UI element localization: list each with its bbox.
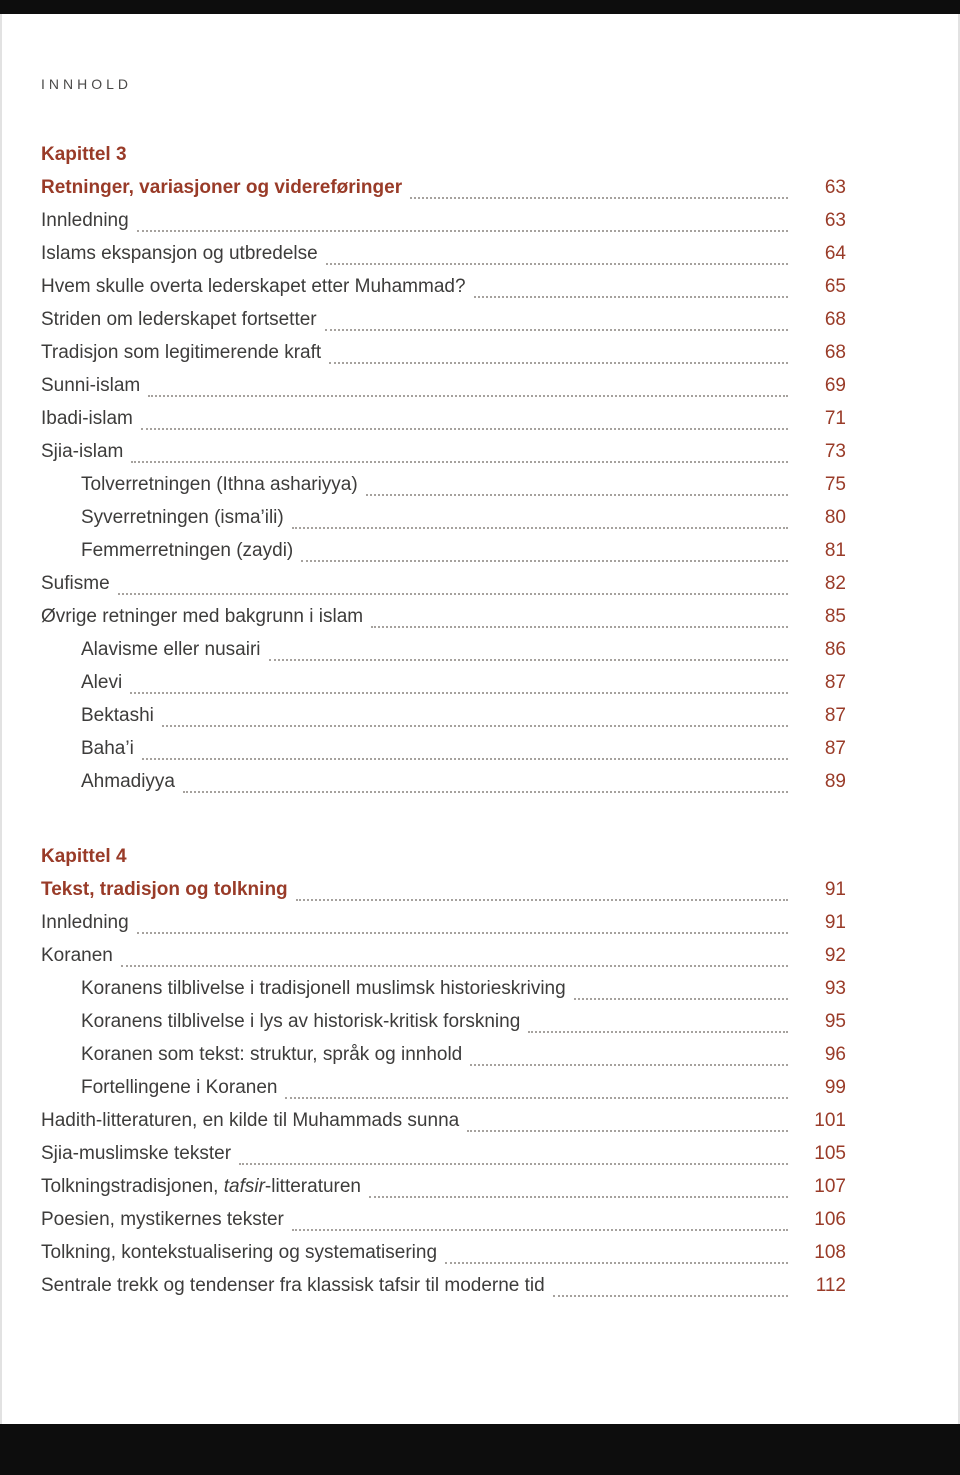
toc-entry-label: Islams ekspansjon og utbredelse [41,243,318,264]
dot-leader [366,494,788,496]
toc-entry [41,972,846,1005]
dot-leader [325,329,788,331]
page-number: 108 [814,1242,846,1263]
toc-entry-label: Syverretningen (isma’ili) [81,507,284,528]
toc-entry-label: Sentrale trekk og tendenser fra klassisk tafsir til moderne tid [41,1275,545,1296]
toc-entry-label: Poesien, mystikernes tekster [41,1209,284,1230]
page-number: 101 [814,1110,846,1131]
page-number: 65 [824,276,846,297]
toc-entry [41,468,846,501]
label-part: Tolkningstradisjonen, [41,1176,224,1197]
chapter-title-row [41,873,846,906]
dot-leader [301,560,788,562]
toc-section [41,138,846,798]
toc-entry [41,534,846,567]
page-number: 63 [824,177,846,198]
page-number: 107 [814,1176,846,1197]
toc-entry-label: Tolverretningen (Ithna ashariyya) [81,474,358,495]
dot-leader [130,692,788,694]
toc-entry [41,1038,846,1071]
page-number: 63 [824,210,846,231]
toc-entry-label: Baha’i [81,738,134,759]
bottom-black-bar [0,1424,960,1475]
toc-entry-label: Hadith-litteraturen, en kilde til Muhammads sunna [41,1110,460,1131]
toc-entry [41,1137,846,1170]
page-number: 93 [824,978,846,999]
page-number: 87 [824,705,846,726]
page-number: 68 [824,309,846,330]
toc-section [41,840,846,1302]
toc-entry-label: Sjia-islam [41,441,124,462]
toc-entry [41,600,846,633]
page-number: 91 [824,912,846,933]
toc-entry [41,1170,846,1203]
toc-entry [41,765,846,798]
toc-entry [41,567,846,600]
toc-entry-label: Tolkning, kontekstualisering og systematisering [41,1242,438,1263]
page-number: 82 [824,573,846,594]
dot-leader [131,461,788,463]
page-number: 87 [824,672,846,693]
dot-leader [121,965,788,967]
page-number: 112 [815,1275,846,1296]
dot-leader [292,1229,788,1231]
page-number: 68 [824,342,846,363]
page-number: 106 [814,1209,846,1230]
dot-leader [371,626,788,628]
dot-leader [467,1130,788,1132]
dot-leader [239,1163,788,1165]
dot-leader [137,932,788,934]
page-number: 71 [824,408,846,429]
page-number: 73 [824,441,846,462]
page-number: 92 [824,945,846,966]
toc-entry-label: Fortellingene i Koranen [81,1077,278,1098]
toc-entry-label: Bektashi [81,705,154,726]
dot-leader [296,899,788,901]
dot-leader [292,527,788,529]
dot-leader [137,230,788,232]
toc-entry [41,369,846,402]
chapter-label: Kapittel 3 [41,144,127,165]
dot-leader [141,428,788,430]
dot-leader [470,1064,788,1066]
toc-entry [41,906,846,939]
dot-leader [410,197,788,199]
toc-entry [41,237,846,270]
page-number: 86 [824,639,846,660]
toc-entry [41,699,846,732]
chapter-title: Retninger, variasjoner og videreføringer [41,177,403,198]
chapter-title-row [41,171,846,204]
dot-leader [326,263,788,265]
toc-entry [41,1203,846,1236]
page-number: 105 [814,1143,846,1164]
toc-entry [41,270,846,303]
page-number: 75 [824,474,846,495]
toc-entry-label: Koranen [41,945,113,966]
toc-entry [41,732,846,765]
dot-leader [142,758,788,760]
toc-entry-label: Striden om lederskapet fortsetter [41,309,317,330]
dot-leader [369,1196,788,1198]
chapter-label: Kapittel 4 [41,846,127,867]
page-number: 89 [824,771,846,792]
toc-entry [41,501,846,534]
page-number: 87 [824,738,846,759]
toc-entry-label: Alavisme eller nusairi [81,639,261,660]
toc-entry-label: Tradisjon som legitimerende kraft [41,342,322,363]
toc-entry-label: Sjia-muslimske tekster [41,1143,232,1164]
page-number: 81 [824,540,846,561]
page-header-innhold: INNHOLD [41,76,133,92]
toc-entry-label [41,1170,361,1203]
toc-entry-label: Alevi [81,672,123,693]
toc-entry-label: Innledning [41,912,129,933]
toc-entry-label: Øvrige retninger med bakgrunn i islam [41,606,364,627]
toc-entry [41,402,846,435]
toc-entry [41,435,846,468]
page-number: 99 [824,1077,846,1098]
toc-entry-label: Ahmadiyya [81,771,175,792]
italic-term: tafsir [223,1176,265,1197]
toc-entry [41,939,846,972]
toc-entry-label: Koranens tilblivelse i tradisjonell muslimsk historieskriving [81,978,566,999]
toc-entry-label: Femmerretningen (zaydi) [81,540,294,561]
label-part: -litteraturen [264,1176,362,1197]
page-number: 85 [824,606,846,627]
dot-leader [162,725,788,727]
dot-leader [474,296,788,298]
toc-entry [41,666,846,699]
toc-entry [41,1071,846,1104]
toc-entry-label: Koranens tilblivelse i lys av historisk-kritisk forskning [81,1011,521,1032]
page-number: 91 [824,879,846,900]
dot-leader [285,1097,788,1099]
page-number: 95 [824,1011,846,1032]
dot-leader [148,395,788,397]
toc-entry-label: Sunni-islam [41,375,141,396]
toc-entry-label: Ibadi-islam [41,408,133,429]
toc-entry [41,1269,846,1302]
dot-leader [445,1262,788,1264]
toc-entry-label: Koranen som tekst: struktur, språk og innhold [81,1044,463,1065]
toc-entry [41,303,846,336]
toc-entry [41,1104,846,1137]
toc-entry [41,336,846,369]
toc-sections [41,138,846,1302]
dot-leader [183,791,788,793]
chapter-title: Tekst, tradisjon og tolkning [41,879,288,900]
page-number: 80 [824,507,846,528]
dot-leader [118,593,788,595]
dot-leader [553,1295,788,1297]
page-number: 69 [824,375,846,396]
toc-entry-label: Sufisme [41,573,110,594]
toc-entry-label: Hvem skulle overta lederskapet etter Muhammad? [41,276,466,297]
top-black-bar [0,0,960,14]
page-number: 96 [824,1044,846,1065]
toc-entry [41,1236,846,1269]
page-number: 64 [824,243,846,264]
toc-entry [41,204,846,237]
dot-leader [528,1031,788,1033]
dot-leader [269,659,788,661]
dot-leader [574,998,788,1000]
toc-entry [41,1005,846,1038]
toc-entry-label: Innledning [41,210,129,231]
dot-leader [329,362,788,364]
toc-entry [41,633,846,666]
